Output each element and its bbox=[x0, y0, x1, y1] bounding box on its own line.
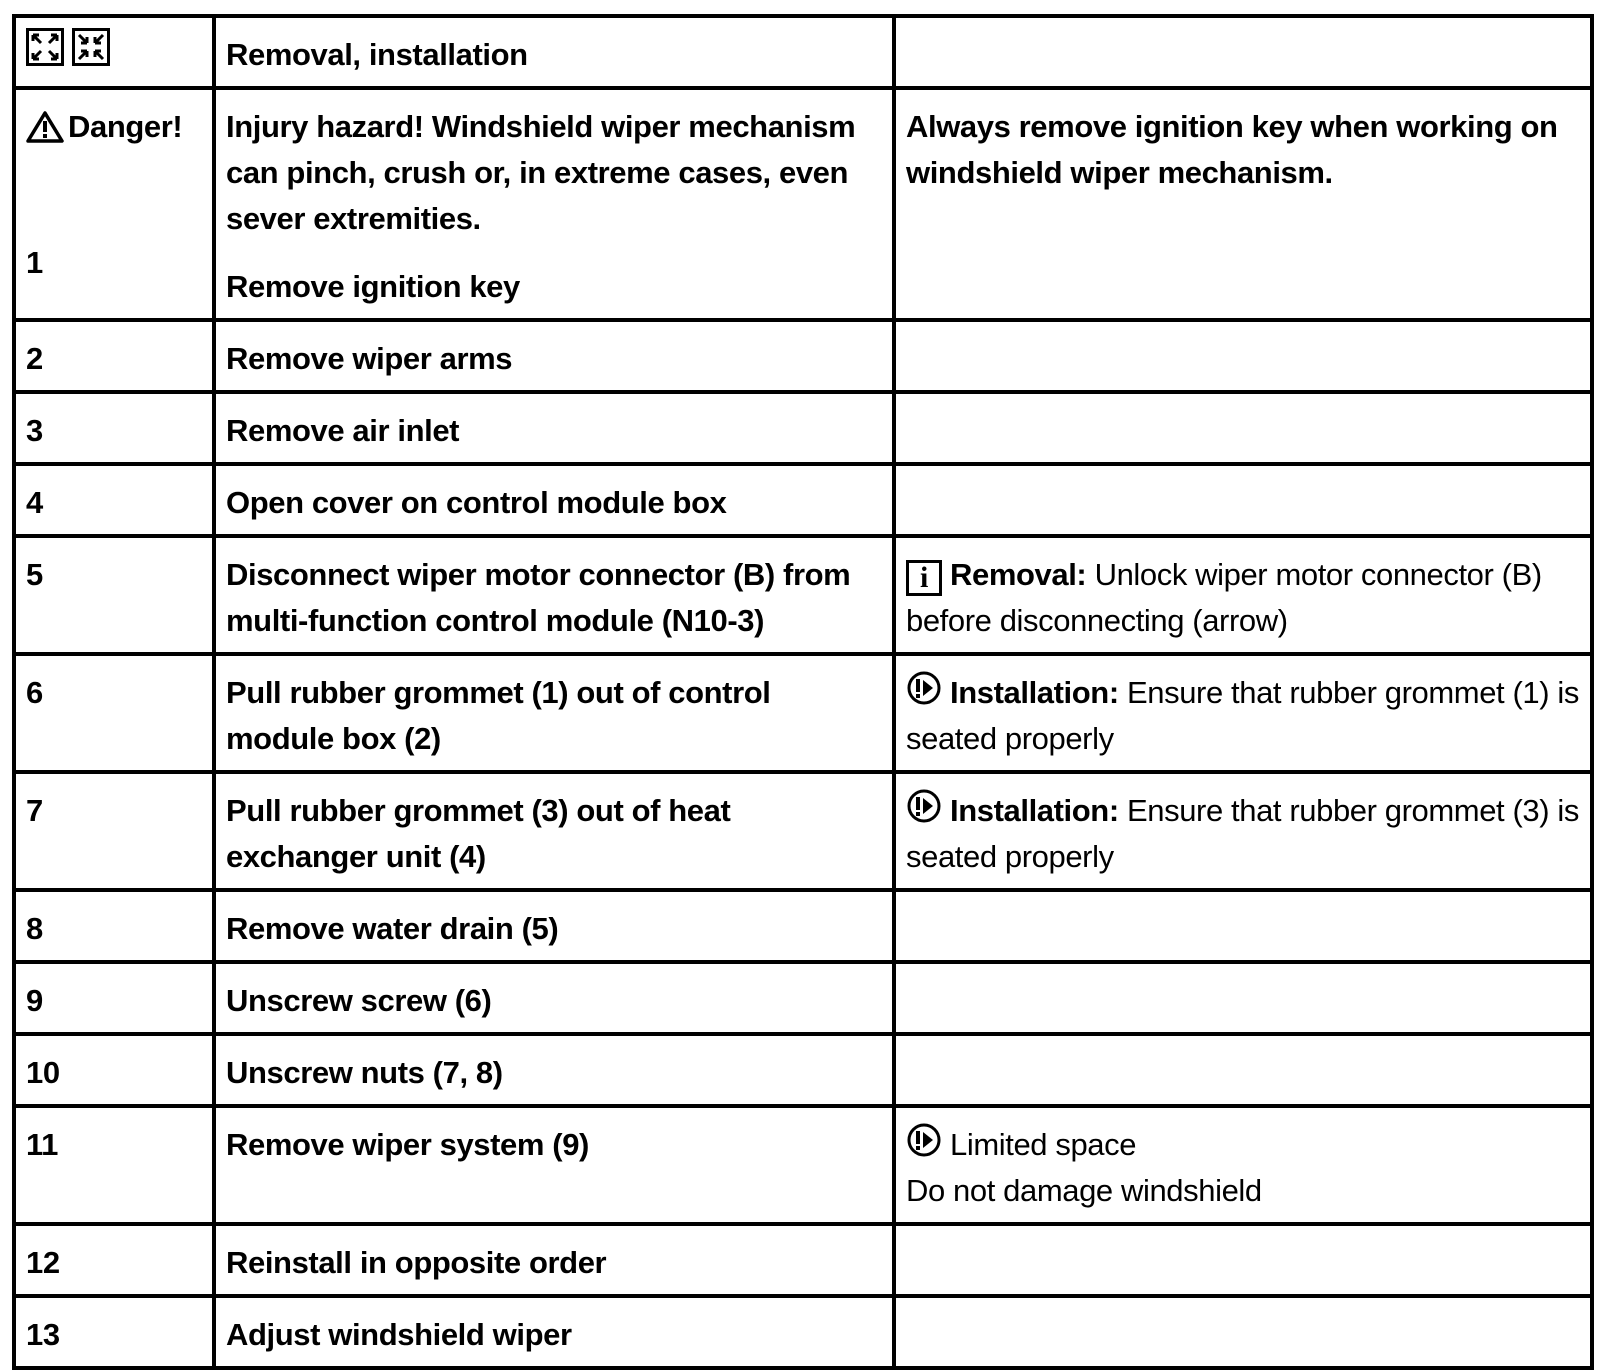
danger-text: Injury hazard! Windshield wiper mechanism can pinch, crush or, in extreme cases, even sever extremities. bbox=[226, 109, 856, 236]
step-row bbox=[14, 464, 1592, 536]
caution-icon bbox=[906, 1122, 942, 1158]
warning-triangle-icon bbox=[26, 110, 64, 144]
step-action: Open cover on control module box bbox=[214, 464, 894, 536]
step-action: Reinstall in opposite order bbox=[214, 1224, 894, 1296]
note-text: Ensure that rubber grommet (1) is seated properly bbox=[906, 675, 1579, 756]
step-note-cell bbox=[894, 1034, 1592, 1106]
danger-cell bbox=[14, 88, 214, 320]
step-number: 8 bbox=[14, 890, 214, 962]
danger-note: Always remove ignition key when working on windshield wiper mechanism. bbox=[906, 109, 1558, 190]
danger-note-cell bbox=[894, 88, 1592, 320]
info-icon: i bbox=[906, 560, 942, 596]
header-row bbox=[14, 16, 1592, 88]
step-number: 12 bbox=[14, 1224, 214, 1296]
step-row bbox=[14, 890, 1592, 962]
step-number: 1 bbox=[26, 245, 43, 280]
procedure-document bbox=[12, 14, 1590, 1370]
header-icons-cell bbox=[14, 16, 214, 88]
step-row bbox=[14, 320, 1592, 392]
step-action: Remove water drain (5) bbox=[214, 890, 894, 962]
step-row bbox=[14, 772, 1592, 890]
step-number: 6 bbox=[14, 654, 214, 772]
step-number: 5 bbox=[14, 536, 214, 654]
zoom-in-icon bbox=[26, 28, 64, 66]
step-note-cell bbox=[894, 536, 1592, 654]
step-note-cell bbox=[894, 962, 1592, 1034]
step-action: Pull rubber grommet (1) out of control module box (2) bbox=[214, 654, 894, 772]
step-note-cell bbox=[894, 772, 1592, 890]
step-number: 2 bbox=[14, 320, 214, 392]
step-row bbox=[14, 1224, 1592, 1296]
step-note-cell bbox=[894, 464, 1592, 536]
note-line-1: Limited space bbox=[950, 1127, 1137, 1162]
header-title: Removal, installation bbox=[214, 16, 894, 88]
step-row bbox=[14, 1106, 1592, 1224]
step-note-cell bbox=[894, 890, 1592, 962]
danger-row bbox=[14, 88, 1592, 320]
step-row bbox=[14, 1034, 1592, 1106]
step-number: 3 bbox=[14, 392, 214, 464]
step-note-cell bbox=[894, 1106, 1592, 1224]
note-line-2: Do not damage windshield bbox=[906, 1173, 1262, 1208]
note-text: Ensure that rubber grommet (3) is seated properly bbox=[906, 793, 1579, 874]
step-action: Remove air inlet bbox=[214, 392, 894, 464]
step-note-cell bbox=[894, 320, 1592, 392]
step-action: Unscrew screw (6) bbox=[214, 962, 894, 1034]
caution-icon bbox=[906, 670, 942, 706]
step-action: Unscrew nuts (7, 8) bbox=[214, 1034, 894, 1106]
step-row bbox=[14, 536, 1592, 654]
step-number: 11 bbox=[14, 1106, 214, 1224]
step-row bbox=[14, 392, 1592, 464]
step-action: Remove ignition key bbox=[226, 269, 520, 304]
step-number: 9 bbox=[14, 962, 214, 1034]
step-action: Remove wiper system (9) bbox=[214, 1106, 894, 1224]
step-number: 7 bbox=[14, 772, 214, 890]
caution-icon bbox=[906, 788, 942, 824]
step-action: Adjust windshield wiper bbox=[214, 1296, 894, 1368]
step-note-cell bbox=[894, 392, 1592, 464]
note-label: Removal: bbox=[950, 557, 1087, 592]
note-label: Installation: bbox=[950, 675, 1119, 710]
step-row bbox=[14, 654, 1592, 772]
danger-text-cell bbox=[214, 88, 894, 320]
step-number: 10 bbox=[14, 1034, 214, 1106]
procedure-table bbox=[12, 14, 1594, 1370]
step-note-cell bbox=[894, 654, 1592, 772]
step-row bbox=[14, 962, 1592, 1034]
step-action: Remove wiper arms bbox=[214, 320, 894, 392]
note-label: Installation: bbox=[950, 793, 1119, 828]
step-note-cell bbox=[894, 1296, 1592, 1368]
step-action: Disconnect wiper motor connector (B) from multi-function control module (N10-3) bbox=[214, 536, 894, 654]
step-action: Pull rubber grommet (3) out of heat exchanger unit (4) bbox=[214, 772, 894, 890]
header-empty-cell bbox=[894, 16, 1592, 88]
step-number: 4 bbox=[14, 464, 214, 536]
step-number: 13 bbox=[14, 1296, 214, 1368]
danger-label: Danger! bbox=[68, 109, 183, 144]
step-row bbox=[14, 1296, 1592, 1368]
note-text: Unlock wiper motor connector (B) before disconnecting (arrow) bbox=[906, 557, 1542, 638]
step-note-cell bbox=[894, 1224, 1592, 1296]
zoom-out-icon bbox=[72, 28, 110, 66]
